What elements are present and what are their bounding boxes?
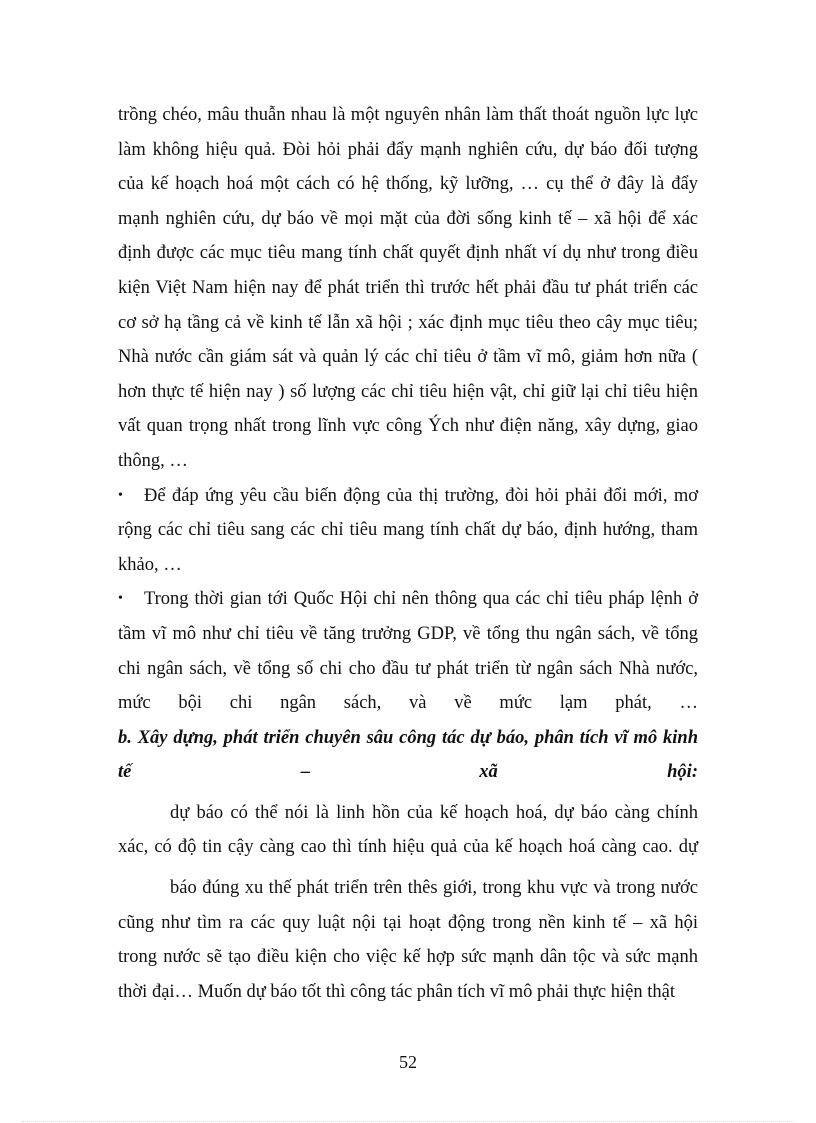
text-line: cơ sở hạ tầng cả về kinh tế lẫn xã hội ; xác định mục tiêu theo cây mục tiêu; — [118, 312, 698, 333]
bullet-text: Trong thời gian tới Quốc Hội chỉ nên thông qua các chỉ tiêu pháp lệnh ở — [144, 589, 698, 610]
section-heading — [118, 721, 698, 790]
heading-line: b. Xây dựng, phát triển chuyên sâu công tác dự báo, phân tích vĩ mô kinh — [118, 727, 698, 748]
text-line: xác, có độ tin cậy càng cao thì tính hiệu quả của kế hoạch hoá càng cao. dự — [118, 837, 698, 858]
text-line: tầm vĩ mô như chỉ tiêu về tăng trưởng GDP, về tổng thu ngân sách, về tổng — [118, 623, 698, 644]
text-line: thời đại… Muốn dự báo tốt thì công tác phân tích vĩ mô phải thực hiện thật — [118, 981, 675, 1002]
page-number: 52 — [399, 1052, 417, 1072]
page-boundary-divider — [22, 1121, 794, 1122]
bullet-icon: • — [118, 591, 123, 607]
text-line: vất quan trọng nhất trong lĩnh vực công Ých như điện năng, xây dựng, giao — [118, 416, 698, 437]
heading-line: tế – xã hội: — [118, 762, 698, 783]
text-line: khảo, … — [118, 554, 182, 575]
text-line: cũng như tìm ra các quy luật nội tại hoạt động trong nền kinh tế – xã hội — [118, 912, 698, 933]
text-line: định được các mục tiêu mang tính chất quyết định nhất ví dụ như trong điều — [118, 243, 698, 264]
text-line: thông, … — [118, 450, 188, 471]
text-line: của kế hoạch hoá một cách có hệ thống, kỹ lưỡng, … cụ thể ở đây là đẩy — [118, 174, 698, 195]
bullet-item — [118, 582, 698, 720]
bullet-icon: • — [118, 487, 123, 503]
text-line: mức bội chi ngân sách, và về mức lạm phát, … — [118, 693, 698, 714]
paragraph — [118, 871, 698, 1009]
text-line: Nhà nước cần giám sát và quản lý các chỉ tiêu ở tầm vĩ mô, giảm hơn nữa ( — [118, 347, 698, 368]
paragraph — [118, 796, 698, 865]
text-line: dự báo có thể nói là linh hồn của kế hoạch hoá, dự báo càng chính — [170, 802, 698, 823]
text-line: rộng các chỉ tiêu sang các chỉ tiêu mang tính chất dự báo, định hướng, tham — [118, 520, 698, 541]
page-body — [118, 98, 698, 1009]
paragraph-continuation — [118, 98, 698, 479]
text-line: chi ngân sách, về tổng số chi cho đầu tư phát triển từ ngân sách Nhà nước, — [118, 658, 698, 679]
text-line: hơn thực tế hiện nay ) số lượng các chỉ tiêu hiện vật, chỉ giữ lại chỉ tiêu hiện — [118, 381, 698, 402]
text-line: làm không hiệu quả. Đòi hỏi phải đẩy mạnh nghiên cứu, dự báo đối tượng — [118, 139, 698, 160]
text-line: trong nước sẽ tạo điều kiện cho việc kế hợp sức mạnh dân tộc và sức mạnh — [118, 947, 698, 968]
text-line: trồng chéo, mâu thuẫn nhau là một nguyên nhân làm thất thoát nguồn lực lực — [118, 105, 698, 125]
text-line: mạnh nghiên cứu, dự báo về mọi mặt của đời sống kinh tế – xã hội để xác — [118, 208, 698, 229]
text-line: báo đúng xu thế phát triển trên thês giới, trong khu vực và trong nước — [170, 878, 698, 899]
text-line: kiện Việt Nam hiện nay để phát triển thì trước hết phải đầu tư phát triển các — [118, 277, 698, 298]
bullet-text: Để đáp ứng yêu cầu biến động của thị trường, đòi hỏi phải đổi mới, mơ — [144, 485, 698, 506]
bullet-item — [118, 479, 698, 583]
